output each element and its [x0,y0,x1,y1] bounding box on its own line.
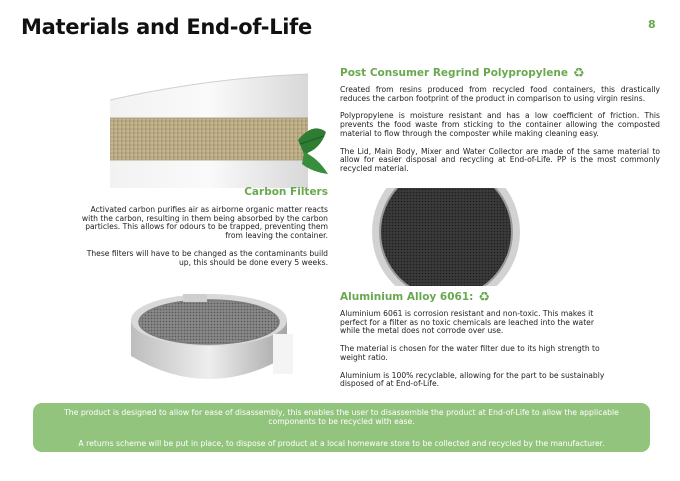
aluminium-mesh-image [370,188,522,286]
aluminium-paragraph: Aluminium 6061 is corrosion resistant and non-toxic. This makes it perfect for a filter as no toxic chemicals are leached into the water while the metal does not corrode over use. [340,309,594,336]
carbon-filters-heading: Carbon Filters [244,186,328,198]
aluminium-heading [340,290,490,305]
page-number: 8 [648,18,656,31]
pp-paragraph: Created from resins produced from recycled food containers, this drastically reduces the carbon footprint of the product in comparison to using virgin resins. [340,85,660,103]
pp-heading [340,66,585,81]
recycle-icon: ♻ [572,66,585,81]
page-title: Materials and End-of-Life [21,15,312,39]
banner-text-returns: A returns scheme will be put in place, to dispose of product at a local homeware store to be collected and recycled by the manufacturer. [78,439,605,448]
aluminium-filter-image [123,290,295,390]
pp-paragraph: The Lid, Main Body, Mixer and Water Collector are made of the same material to allow for easier disposal and recycling at End-of-Life. PP is the most commonly recycled material. [340,146,660,173]
aluminium-paragraph: The material is chosen for the water filter due to its high strength to weight ratio. [340,344,600,362]
recycle-icon: ♻ [478,290,491,305]
carbon-paragraph: These filters will have to be changed as the contaminants build up, this should be done every 5 weeks. [86,248,328,267]
end-of-life-banner [33,403,650,452]
aluminium-paragraph: Aluminium is 100% recyclable, allowing for the part to be sustainably disposed of at End-of-Life. [340,370,605,389]
aluminium-heading-text: Aluminium Alloy 6061: [340,291,474,303]
composter-body-image [98,60,338,190]
aluminium-text [340,310,605,398]
banner-text-disassembly: The product is designed to allow for ease of disassembly, this enables the user to disassemble the product at End-of-Life to allow the applicable components to be recycled with ease. [64,408,619,427]
pp-paragraph: Polypropylene is moisture resistant and has a low coefficient of friction. This prevents the food waste from sticking to the container allowing the composted material to flow through the composter while making cleaning easy. [340,111,660,138]
pp-text [340,86,660,183]
carbon-paragraph: Activated carbon purifies air as airborne organic matter reacts with the carbon, resulting in them being absorbed by the carbon particles. This allows for odours to be trapped, preventing them from leaving the container. [81,205,328,241]
carbon-filters-text [78,206,328,276]
pp-heading-text: Post Consumer Regrind Polypropylene [340,67,568,79]
